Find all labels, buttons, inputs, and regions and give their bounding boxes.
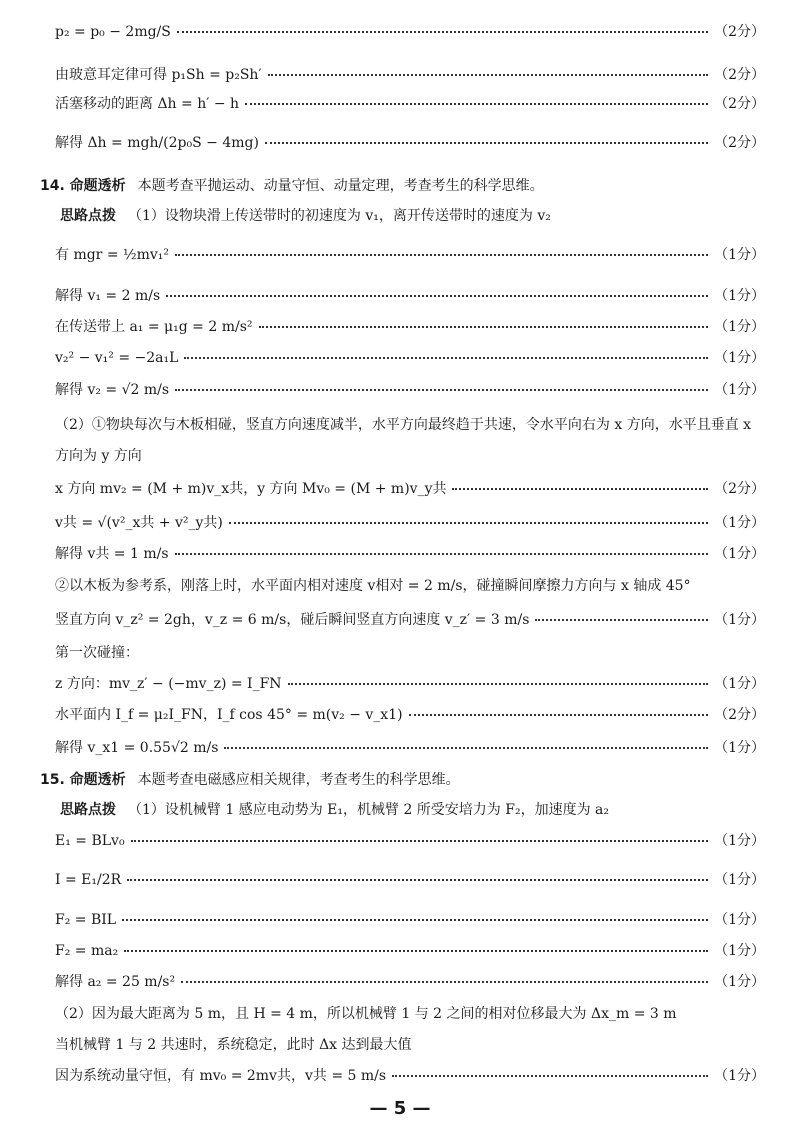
line-text: F₂ = ma₂ (55, 943, 119, 959)
score: （2分） (714, 96, 765, 112)
line-text: 本题考查平抛运动、动量守恒、动量定理，考查考生的科学思维。 (137, 178, 544, 194)
line-text: 解得 v_x1 = 0.55√2 m/s (55, 740, 219, 756)
paragraph-line (55, 576, 765, 596)
leader-dots (265, 142, 708, 144)
score: （1分） (714, 515, 765, 531)
score: （1分） (714, 288, 765, 304)
line-text: 活塞移动的距离 Δh = h′ − h (55, 96, 240, 112)
line-text: 解得 v共 = 1 m/s (55, 546, 169, 562)
leader-dots (259, 326, 709, 328)
solution-line (55, 22, 765, 42)
leader-dots (535, 619, 708, 621)
hint-header (60, 800, 765, 820)
solution-line (55, 245, 765, 265)
leader-dots (245, 103, 708, 105)
score: （2分） (714, 707, 765, 723)
leader-dots (224, 747, 708, 749)
line-text: 竖直方向 v_z² = 2gh，v_z = 6 m/s，碰后瞬间竖直方向速度 v_z′ = 3 m/s (55, 612, 530, 628)
score: （1分） (714, 943, 765, 959)
leader-dots (177, 31, 708, 33)
line-text: 当机械臂 1 与 2 共速时，系统稳定，此时 Δx 达到最大值 (55, 1037, 412, 1053)
score: （2分） (714, 67, 765, 83)
leader-dots (166, 295, 708, 297)
line-text: F₂ = BIL (55, 912, 117, 928)
solution-line (55, 286, 765, 306)
solution-line (55, 941, 765, 961)
leader-dots (175, 254, 708, 256)
solution-line (55, 65, 765, 85)
line-text: v₂² − v₁² = −2a₁L (55, 350, 179, 366)
line-text: E₁ = BLv₀ (55, 833, 125, 849)
leader-dots (175, 553, 709, 555)
line-text: 解得 v₂ = √2 m/s (55, 382, 170, 398)
score: （1分） (714, 350, 765, 366)
line-text: （2）因为最大距离为 5 m，且 H = 4 m，所以机械臂 1 与 2 之间的相对位移最大为 Δx_m = 3 m (55, 1006, 677, 1022)
line-text: 在传送带上 a₁ = μ₁g = 2 m/s² (55, 319, 253, 335)
paragraph-line (55, 643, 765, 663)
line-text: 本题考查电磁感应相关规律，考查考生的科学思维。 (137, 772, 460, 788)
paragraph-line (55, 446, 765, 466)
line-text: （2）①物块每次与木板相碰，竖直方向速度减半，水平方向最终趋于共速，令水平向右为 x 方向，水平且垂直 x (55, 417, 752, 433)
solution-line (55, 1066, 765, 1086)
solution-line (55, 513, 765, 533)
solution-line (55, 610, 765, 630)
question-header (40, 770, 765, 790)
solution-line (55, 94, 765, 114)
line-text: p₂ = p₀ − 2mg/S (55, 24, 171, 40)
score: （1分） (714, 974, 765, 990)
line-text: 方向为 y 方向 (55, 448, 142, 464)
section-label: 15. 命题透析 (40, 772, 126, 788)
leader-dots (175, 389, 708, 391)
score: （1分） (714, 382, 765, 398)
line-text: 因为系统动量守恒，有 mv₀ = 2mv共，v共 = 5 m/s (55, 1068, 387, 1084)
score: （1分） (714, 546, 765, 562)
score: （1分） (714, 319, 765, 335)
section-label: 思路点拨 (60, 802, 116, 818)
score: （1分） (714, 872, 765, 888)
line-text: v共 = √(v²_x共 + v²_y共) (55, 515, 223, 531)
page-number: — 5 — (369, 1098, 431, 1119)
solution-line (55, 831, 765, 851)
solution-line (55, 479, 765, 499)
paragraph-line (55, 1004, 765, 1024)
leader-dots (124, 950, 708, 952)
leader-dots (181, 981, 708, 983)
score: （1分） (714, 1068, 765, 1084)
line-text: z 方向：mv_z′ − (−mv_z) = I_FN (55, 676, 282, 692)
score: （1分） (714, 833, 765, 849)
line-text: 第一次碰撞： (55, 645, 139, 661)
leader-dots (452, 488, 708, 490)
leader-dots (268, 74, 708, 76)
solution-line (55, 972, 765, 992)
solution-line (55, 910, 765, 930)
solution-line (55, 133, 765, 153)
score: （2分） (714, 135, 765, 151)
leader-dots (184, 357, 708, 359)
solution-line (55, 674, 765, 694)
line-text: I = E₁/2R (55, 872, 122, 888)
leader-dots (409, 714, 709, 716)
leader-dots (122, 919, 708, 921)
score: （1分） (714, 740, 765, 756)
score: （1分） (714, 912, 765, 928)
paragraph-line (55, 415, 765, 435)
line-text: 由玻意耳定律可得 p₁Sh = p₂Sh′ (55, 67, 262, 83)
score: （1分） (714, 612, 765, 628)
leader-dots (229, 522, 708, 524)
leader-dots (127, 879, 708, 881)
section-label: 14. 命题透析 (40, 178, 126, 194)
score: （2分） (714, 24, 765, 40)
solution-line (55, 705, 765, 725)
score: （2分） (714, 481, 765, 497)
paragraph-line (55, 1035, 765, 1055)
leader-dots (288, 683, 709, 685)
leader-dots (131, 840, 709, 842)
line-text: 解得 a₂ = 25 m/s² (55, 974, 176, 990)
leader-dots (392, 1075, 708, 1077)
line-text: 有 mgr = ½mv₁² (55, 247, 169, 263)
line-text: （1）设物块滑上传送带时的初速度为 v₁，离开传送带时的速度为 v₂ (128, 208, 551, 224)
solution-line (55, 348, 765, 368)
solution-line (55, 317, 765, 337)
solution-line (55, 738, 765, 758)
line-text: x 方向 mv₂ = (M + m)v_x共，y 方向 Mv₀ = (M + m)v_y共 (55, 481, 447, 497)
line-text: （1）设机械臂 1 感应电动势为 E₁，机械臂 2 所受安培力为 F₂，加速度为 a₂ (128, 802, 609, 818)
line-text: 水平面内 I_f = μ₂I_FN，I_f cos 45° = m(v₂ − v_x1) (55, 707, 403, 723)
solution-line (55, 380, 765, 400)
hint-header (60, 206, 765, 226)
score: （1分） (714, 247, 765, 263)
score: （1分） (714, 676, 765, 692)
line-text: 解得 v₁ = 2 m/s (55, 288, 161, 304)
line-text: ②以木板为参考系，刚落上时，水平面内相对速度 v相对 = 2 m/s，碰撞瞬间摩擦力方向与 x 轴成 45° (55, 578, 691, 594)
solution-line (55, 544, 765, 564)
line-text: 解得 Δh = mgh/(2p₀S − 4mg) (55, 135, 259, 151)
question-header (40, 176, 765, 196)
section-label: 思路点拨 (60, 208, 116, 224)
solution-line (55, 870, 765, 890)
